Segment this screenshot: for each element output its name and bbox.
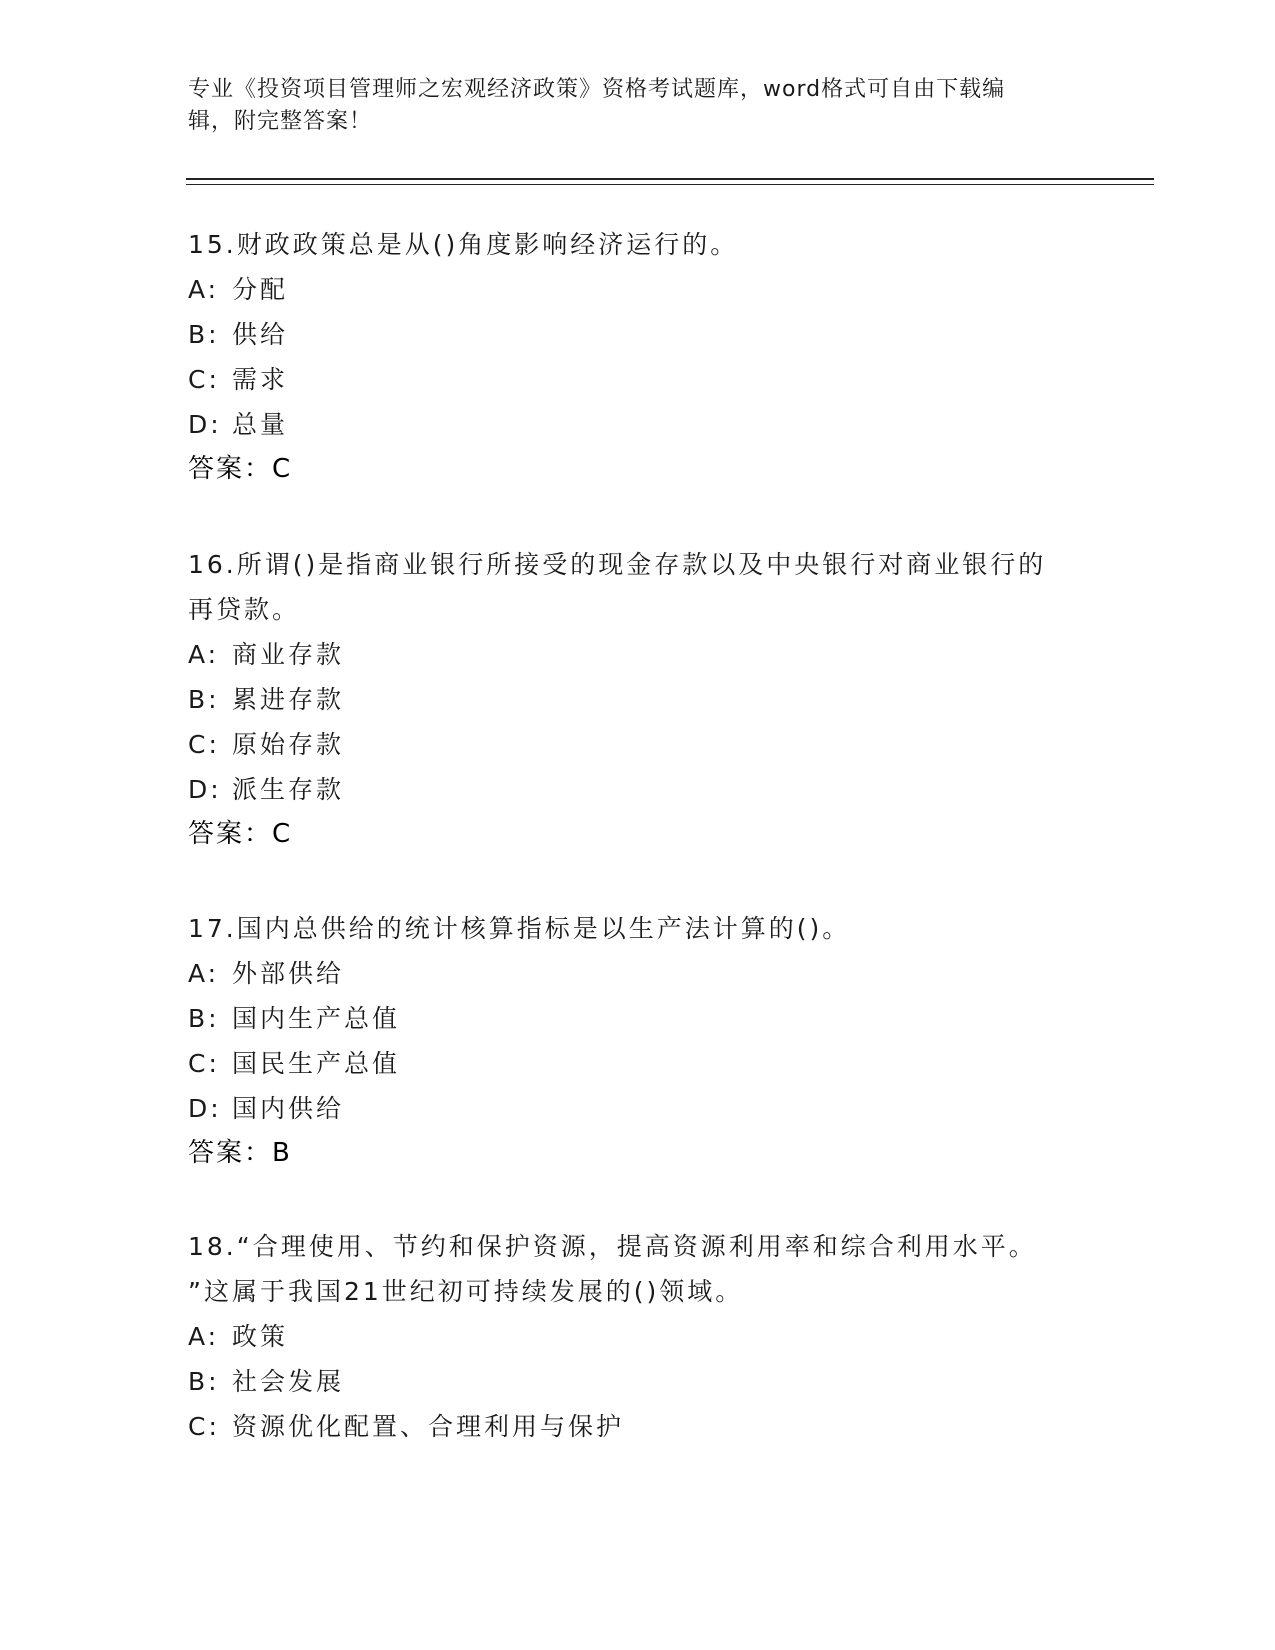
option-letter: B: [188,320,220,349]
answer-line: 答案：B [188,1138,292,1168]
option-text: 供给 [232,320,289,349]
option-text: 国民生产总值 [232,1049,401,1078]
option-b [188,996,1088,1041]
option-a [188,951,1088,996]
option-c [188,1041,1088,1086]
option-text: 总量 [232,410,289,439]
question-block [188,906,1088,1176]
option-letter: C: [188,365,220,394]
option-letter: C: [188,730,220,759]
option-text: 原始存款 [232,730,345,759]
option-a [188,632,1088,677]
option-c [188,722,1088,767]
option-d [188,1086,1088,1131]
option-letter: A: [188,959,220,988]
option-text: 商业存款 [232,640,345,669]
option-letter: B: [188,685,220,714]
question-block [188,542,1088,857]
option-b [188,312,1088,357]
header-line: 专业《投资项目管理师之宏观经济政策》资格考试题库，word格式可自由下载编 [188,77,1006,102]
option-a [188,1314,1088,1359]
option-letter: B: [188,1004,220,1033]
option-a [188,267,1088,312]
option-letter: D: [188,410,222,439]
option-text: 社会发展 [232,1367,345,1396]
option-c [188,1404,1088,1449]
option-c [188,357,1088,402]
option-text: 国内生产总值 [232,1004,401,1033]
question-stem-continued: 再贷款。 [188,595,301,624]
option-text: 国内供给 [232,1094,345,1123]
option-b [188,1359,1088,1404]
option-text: 资源优化配置、合理利用与保护 [232,1412,625,1441]
option-letter: A: [188,1322,220,1351]
question-block [188,1224,1088,1449]
question-stem: 15.财政政策总是从()角度影响经济运行的。 [188,230,739,259]
option-letter: A: [188,640,220,669]
question-stem: 16.所谓()是指商业银行所接受的现金存款以及中央银行对商业银行的 [188,550,1047,579]
question-stem-continued: ”这属于我国21世纪初可持续发展的()领域。 [188,1277,744,1306]
option-letter: D: [188,775,222,804]
option-letter: C: [188,1049,220,1078]
option-letter: C: [188,1412,220,1441]
question-block [188,222,1088,492]
question-stem: 17.国内总供给的统计核算指标是以生产法计算的()。 [188,914,851,943]
answer-line: 答案：C [188,819,293,849]
option-text: 分配 [232,275,289,304]
option-d [188,767,1088,812]
option-b [188,677,1088,722]
header-line: 辑，附完整答案！ [188,109,373,134]
option-letter: B: [188,1367,220,1396]
document-header [188,74,1068,138]
question-stem: 18.“合理使用、节约和保护资源，提高资源利用率和综合利用水平。 [188,1232,1037,1261]
option-text: 累进存款 [232,685,345,714]
option-text: 派生存款 [232,775,345,804]
header-divider-thin [186,184,1154,185]
option-d [188,402,1088,447]
option-text: 外部供给 [232,959,345,988]
option-text: 政策 [232,1322,289,1351]
header-divider-thick [186,178,1154,180]
option-letter: D: [188,1094,222,1123]
option-text: 需求 [232,365,289,394]
answer-line: 答案：C [188,454,293,484]
option-letter: A: [188,275,220,304]
